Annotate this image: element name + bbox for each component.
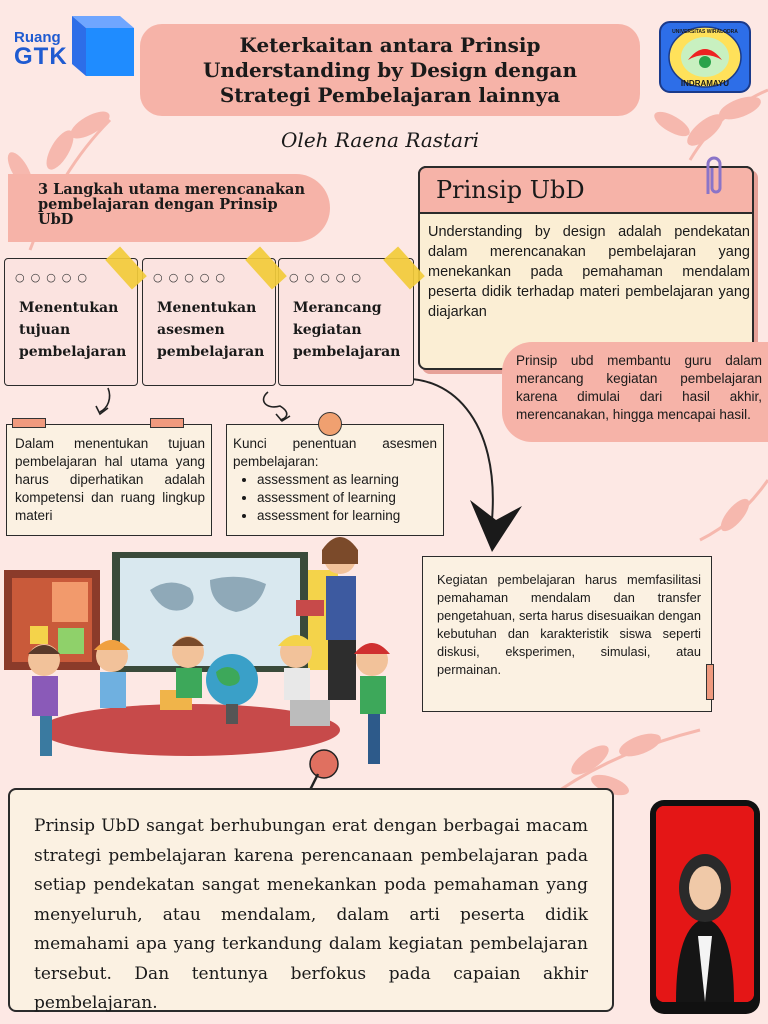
conclusion-text: Prinsip UbD sangat berhubungan erat dengan berbagai macam strategi pembelajaran karena perencanaan pembelajaran pada setiap pendekatan sangat menekankan poda pemahaman yang menyeluruh, atau mendalam, dalam arti peserta didik memahami apa yang terkandung dalam kegiatan pembelajaran tersebut. Dan tentunya berfokus pada capaian akhir pembelajaran. [8, 788, 614, 1012]
pink-note: Prinsip ubd membantu guru dalam merancang kegiatan pembelajaran karena dimulai dari hasil akhir, merencanakan, hingga mencapai hasil. [502, 342, 768, 442]
note-tujuan: Dalam menentukan tujuan pembelajaran hal utama yang harus diperhatikan adalah kompetensi dan ruang lingkup materi [6, 424, 212, 536]
asesmen-heading: Kunci penentuan asesmen pembelajaran: [233, 436, 437, 469]
step-label: Merancang kegiatan pembelajaran [293, 300, 401, 360]
list-item: • assessment for learning [257, 507, 437, 525]
list-item: • assessment as learning [257, 471, 437, 489]
step-card-tujuan [4, 258, 138, 386]
step-label: Menentukan asesmen pembelajaran [157, 300, 265, 360]
binder-holes: ○○○○○ [289, 271, 367, 284]
asesmen-list [257, 471, 437, 525]
page-title: Keterkaitan antara Prinsip Understanding by Design dengan Strategi Pembelajaran lainnya [140, 24, 640, 116]
note-kegiatan: Kegiatan pembelajaran harus memfasilitasi pemahaman mendalam dan transfer pengetahuan, serta harus disesuaikan dengan kebutuhan dan karakteristik siswa seperti diskusi, eksperimen, simulasi, atau permainan. [422, 556, 712, 712]
logo-line1: Ruang [14, 29, 61, 46]
seal-top-text: UNIVERSITAS WIRALODRA [672, 29, 738, 35]
author-photo [650, 800, 760, 1014]
tape-strip [12, 418, 46, 428]
note-asesmen [226, 424, 444, 536]
author-line: Oleh Raena Rastari [281, 128, 479, 152]
binder-holes: ○○○○○ [153, 271, 231, 284]
step-card-kegiatan [278, 258, 414, 386]
ruang-gtk-logo [14, 30, 68, 69]
cube-logo-icon [68, 14, 136, 78]
tape-strip [150, 418, 184, 428]
step-label: Menentukan tujuan pembelajaran [19, 300, 127, 360]
seal-bottom-text: INDRAMAYU [680, 79, 730, 88]
steps-title: 3 Langkah utama merencanakan pembelajaran dengan Prinsip UbD [8, 174, 330, 242]
logo-line2: GTK [14, 43, 68, 70]
avatar [656, 806, 754, 1002]
tape-strip [706, 664, 714, 700]
list-item: • assessment of learning [257, 489, 437, 507]
step-card-asesmen [142, 258, 276, 386]
prinsip-body: Understanding by design adalah pendekatan dalam merencanakan pembelajaran yang menekankan pada pemahaman mendalam peserta didik terhadap materi pembelajaran yang diajarkan [428, 224, 750, 320]
prinsip-heading: Prinsip UbD [418, 166, 754, 214]
push-pin-icon [318, 412, 342, 436]
university-seal-icon [658, 20, 752, 94]
binder-holes: ○○○○○ [15, 271, 93, 284]
paperclip-icon [700, 154, 726, 198]
